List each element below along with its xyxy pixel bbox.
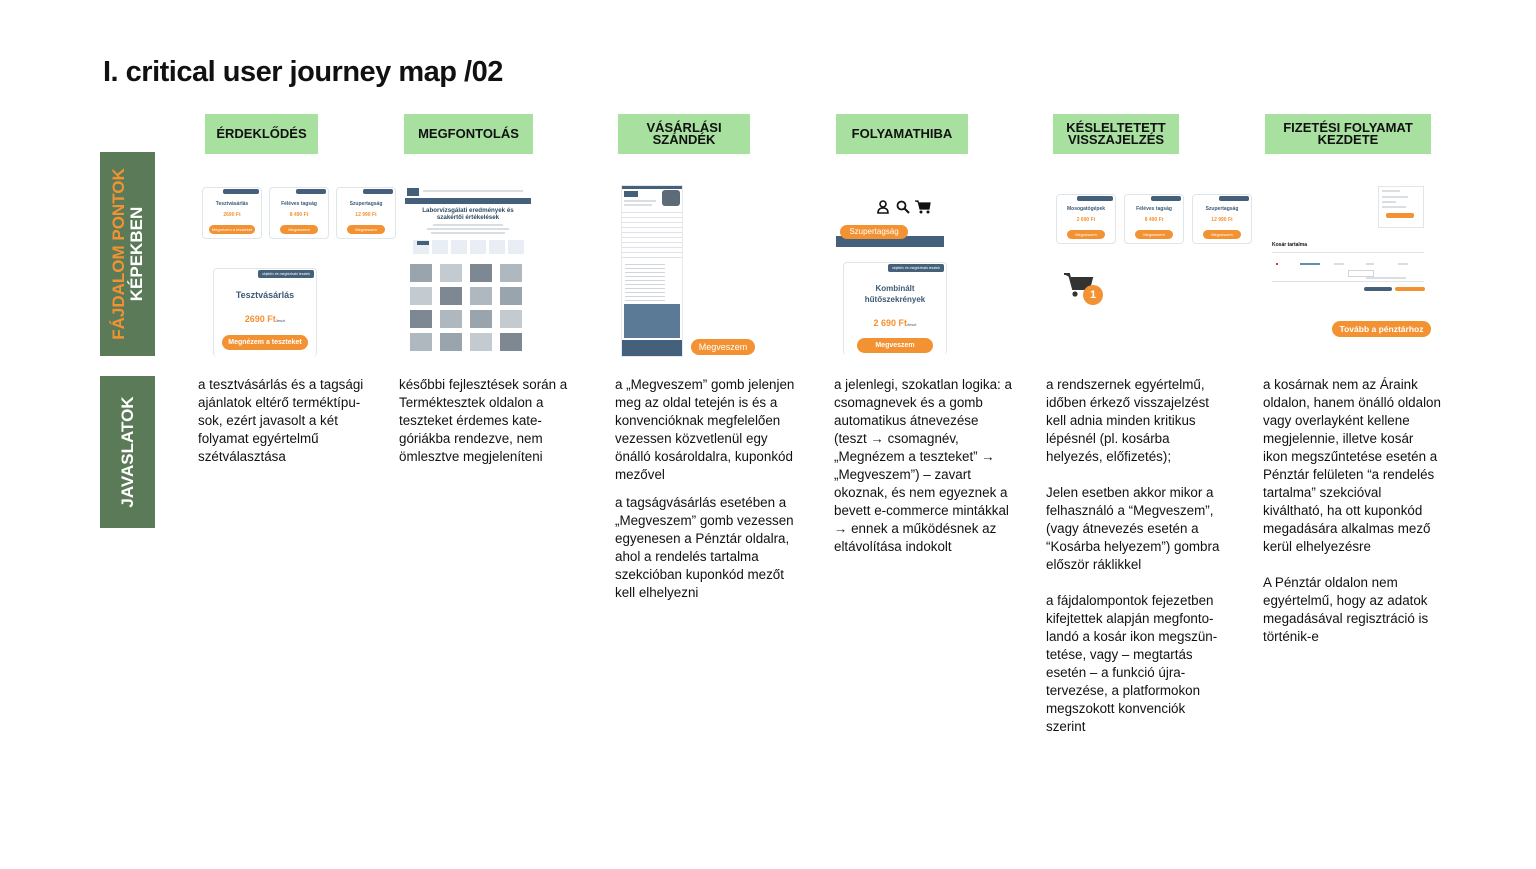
- product-thumbnail: [470, 310, 492, 328]
- stage-label: MEGFONTOLÁS: [418, 126, 519, 141]
- stage-label: FIZETÉSI FOLYAMAT KEZDETE: [1283, 120, 1413, 147]
- user-icon: [877, 200, 889, 214]
- stage-megfontolas: [404, 114, 533, 154]
- suggestion-text: a tesztvásárlás és a tagsági ajánlatok eltérő terméktípu-sok, ezért javasolt a két folyamat egyértelmű szétválasztása: [198, 377, 364, 464]
- product-thumbnail: [410, 264, 432, 282]
- suggestion-column-1: [198, 376, 376, 476]
- product-thumbnail: [470, 287, 492, 305]
- buy-button[interactable]: Megveszem: [691, 339, 755, 355]
- suggestion-text: későbbi fejlesztések során a Terméktesztek oldalon a teszteket érdemes kate-góriákba rendezve, nem ömlesztve megjeleníteni: [399, 377, 568, 464]
- screenshot-long-product-page: [621, 185, 683, 357]
- proceed-to-checkout-button[interactable]: Tovább a pénztárhoz: [1332, 321, 1431, 337]
- side-label-pain-points: [100, 152, 155, 356]
- side-label-suggestions-text: JAVASLATOK: [117, 396, 137, 508]
- suggestion-column-2: [399, 376, 571, 476]
- stage-label: VÁSÁRLÁSI SZÁNDÉK: [646, 120, 722, 147]
- stage-erdeklodes: [205, 114, 318, 154]
- pricing-card-large: objektív és megbízható tesztek Tesztvásárlás 2690 Ft/teszt Megnézem a teszteket: [213, 268, 317, 357]
- stage-label: FOLYAMATHIBA: [851, 126, 953, 141]
- product-thumbnail-grid: [410, 264, 528, 354]
- suggestion-text: a kosárnak nem az Áraink oldalon, hanem önálló oldalon vagy overlayként kellene megjelennie, illetve kosár ikon megszűntetése esetén a Pénztár felületen “a rendelés tartalma” szekcióval kiváltható, ha ott kuponkód megadására alkalmas mező kerül elhelyezésre: [1263, 377, 1441, 554]
- product-thumbnail: [410, 310, 432, 328]
- product-thumbnail: [440, 310, 462, 328]
- suggestion-text: A Pénztár oldalon nem egyértelmű, hogy az adatok megadásával regisztráció is történik-e: [1263, 575, 1429, 644]
- pricing-card: Szupertagság 12 990 Ft Megveszem: [1192, 194, 1252, 244]
- product-thumbnail: [500, 310, 522, 328]
- side-label-pain-line1: FÁJDALOM PONTOK: [108, 168, 128, 340]
- suggestion-text: Jelen esetben akkor mikor a felhasználó a “Megveszem”, (vagy átnevezés esetén a “Kosárba helyezem”) gombra először ráklikkel: [1046, 485, 1220, 572]
- pricing-card: Féléves tagság 8 490 Ft Megveszem: [269, 187, 329, 239]
- suggestion-column-6: [1263, 376, 1441, 656]
- suggestion-text: a fájdalompontok fejezetben kifejtettek alapján megfonto-landó a kosár ikon megszün-tetése, vagy – megtartás esetén – a funkció újra-tervezése, a platformokon megszokott konvenciók szerint: [1046, 593, 1218, 734]
- suggestion-column-5: [1046, 376, 1228, 746]
- product-thumbnail: [440, 287, 462, 305]
- pricing-card: Mosogatógépek 2 690 Ft Megveszem: [1056, 194, 1116, 244]
- product-thumbnail: [440, 264, 462, 282]
- suggestion-text: a jelenlegi, szokatlan logika: a csomagnevek és a gomb automatikus átnevezése (teszt → csomagnév, „Megnézem a teszteket” → „Megveszem”) – zavart okoznak, és nem egyeznek a bevett e-commerce mintákkal → ennek a működésnek az eltávolítása indokolt: [834, 377, 1012, 554]
- supermembership-badge[interactable]: Szupertagság: [840, 225, 908, 239]
- suggestion-text: a „Megveszem” gomb jelenjen meg az oldal tetején is és a konvencióknak megfelelően vezessen közvetlenül egy önálló kosároldalra, kuponkód mezővel: [615, 377, 795, 482]
- suggestion-column-4: [834, 376, 1012, 566]
- cart-title: Kosár tartalma: [1272, 242, 1308, 248]
- cart-count-badge: 1: [1083, 285, 1103, 305]
- stage-folyamathiba: [836, 114, 968, 154]
- pricing-card: Féléves tagság 8 490 Ft Megveszem: [1124, 194, 1184, 244]
- stage-kesleltetett-visszajelzes: [1053, 114, 1179, 154]
- stage-fizetesi-folyamat: [1265, 114, 1431, 154]
- product-thumbnail: [500, 333, 522, 351]
- pricing-card: Tesztvásárlás 2690 Ft Megnézem a teszteket: [202, 187, 262, 239]
- stage-label: KÉSLELTETETT VISSZAJELZÉS: [1066, 120, 1166, 147]
- product-thumbnail: [470, 264, 492, 282]
- product-thumbnail: [440, 333, 462, 351]
- product-thumbnail: [470, 333, 492, 351]
- cart-icon: [915, 200, 931, 214]
- page-title: I. critical user journey map /02: [103, 56, 503, 88]
- pricing-card: Szupertagság 12 990 Ft Megveszem: [336, 187, 396, 239]
- tests-page-heading: Laborvizsgálati eredmények és szakértői értékelések: [422, 207, 514, 221]
- suggestion-text: a rendszernek egyértelmű, időben érkező visszajelzést kell adnia minden kritikus lépésnél (pl. kosárba helyezés, előfizetés);: [1046, 377, 1210, 464]
- suggestion-column-3: [615, 376, 807, 612]
- suggestion-text: a tagságvásárlás esetében a „Megveszem” gomb vezessen egyenesen a Pénztár oldalra, ahol a rendelés tartalma szekcióban kuponkód mezőt kell elhelyezni: [615, 495, 794, 600]
- stage-label: ÉRDEKLŐDÉS: [216, 126, 307, 141]
- product-thumbnail: [500, 287, 522, 305]
- search-icon: [896, 200, 910, 214]
- pricing-card-fridges: objektív és megbízható tesztek Kombinált hűtőszekrények 2 690 Ft/teszt Megveszem: [843, 262, 947, 355]
- side-label-suggestions: [100, 376, 155, 528]
- side-label-pain-line2: KÉPEKBEN: [126, 206, 146, 302]
- product-thumbnail: [500, 264, 522, 282]
- screenshot-product-tests-page: [405, 187, 531, 355]
- product-thumbnail: [410, 287, 432, 305]
- stage-vasarlasi-szandek: [618, 114, 750, 154]
- cart-dropdown: [1378, 186, 1424, 228]
- product-thumbnail: [410, 333, 432, 351]
